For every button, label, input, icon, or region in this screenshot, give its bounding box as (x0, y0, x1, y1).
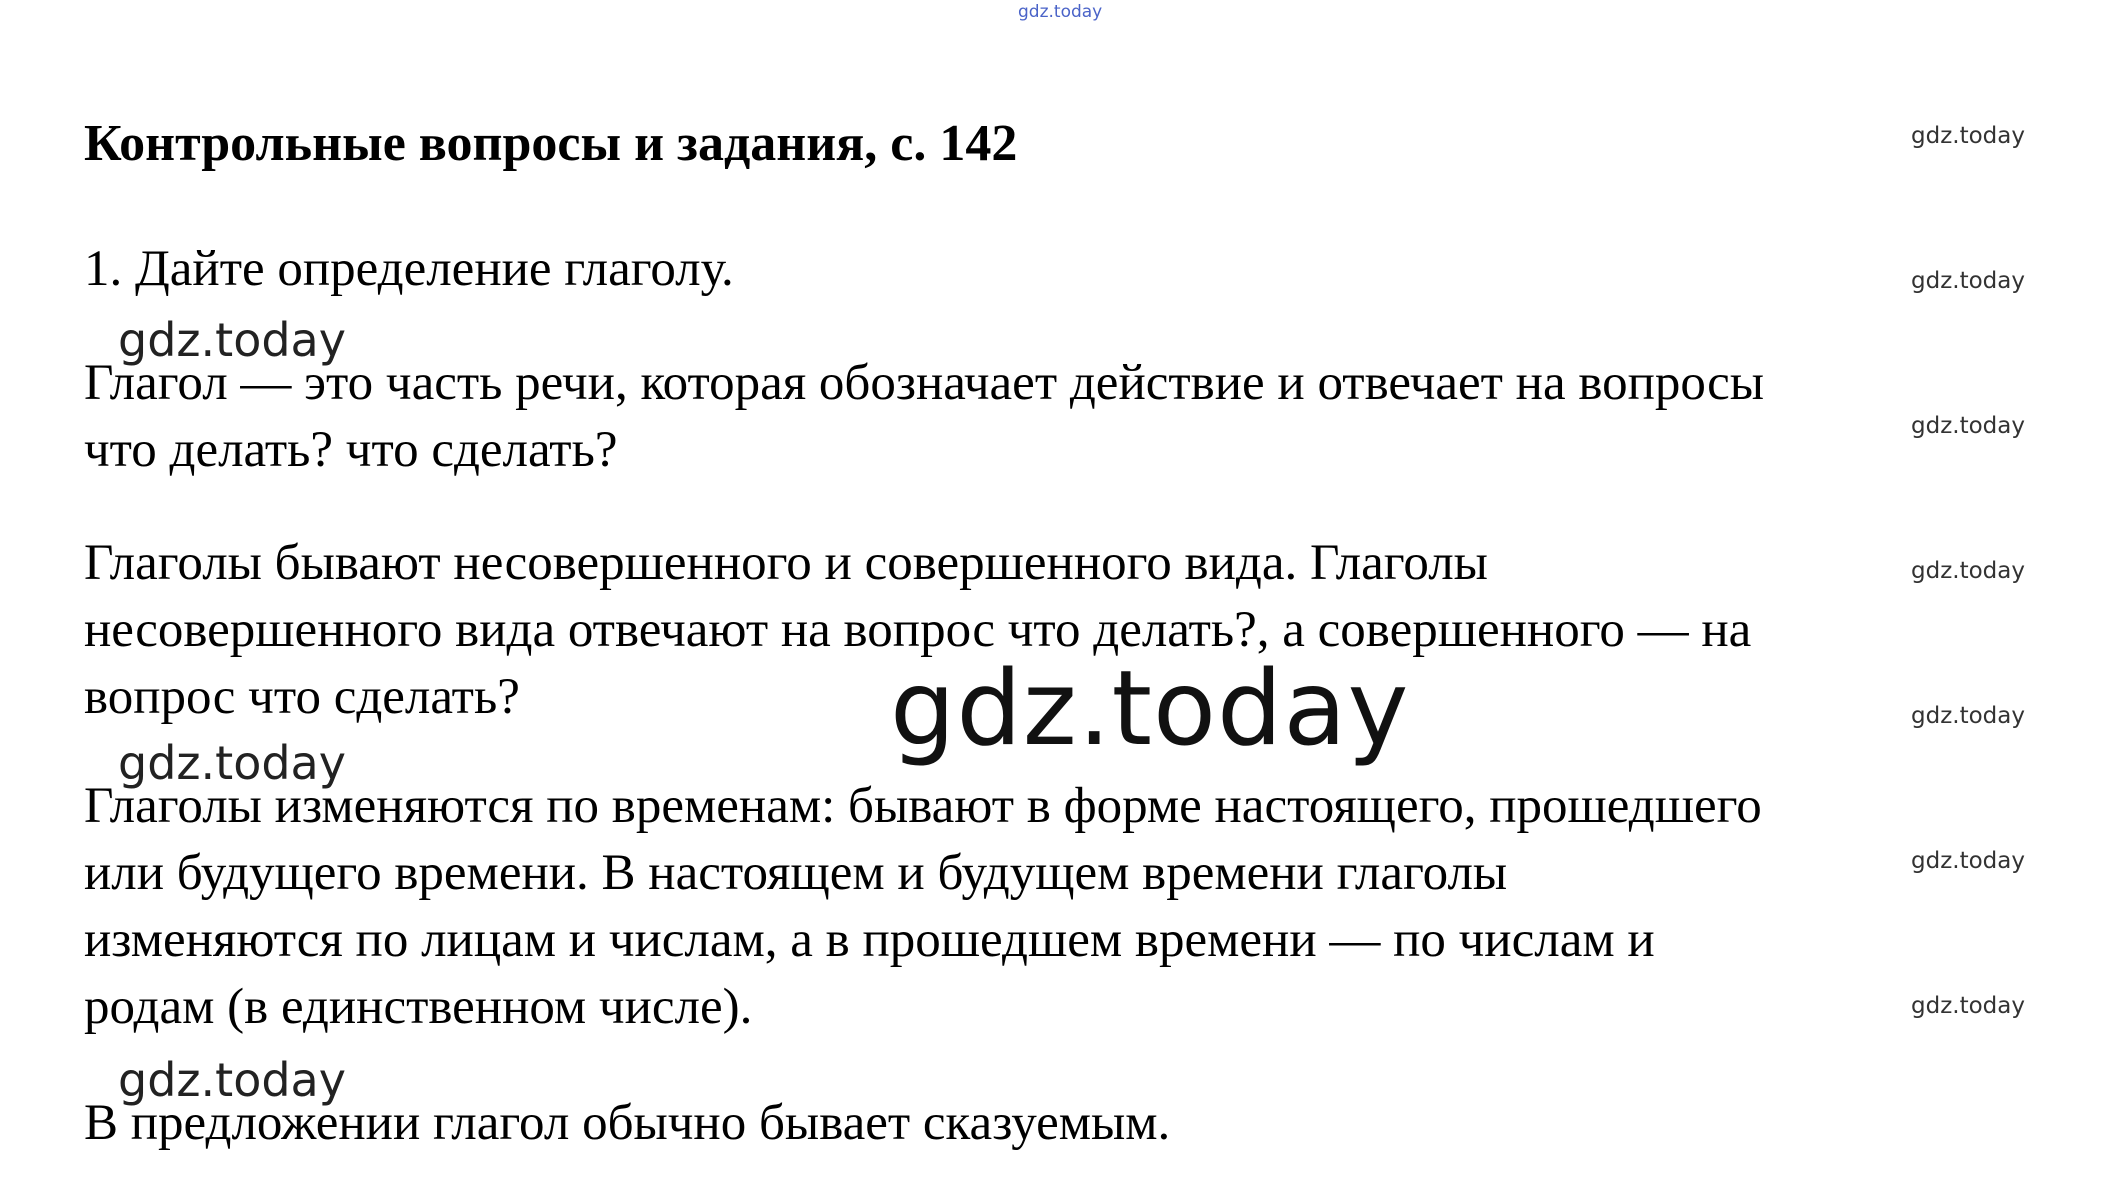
paragraph-line: что делать? что сделать? (84, 422, 618, 478)
watermark-inline: gdz.today (118, 736, 346, 790)
watermark-side: gdz.today (1911, 123, 2025, 149)
paragraph-line: несовершенного вида отвечают на вопрос что делать?, а совершенного — на (84, 602, 1752, 658)
watermark-side: gdz.today (1911, 268, 2025, 294)
watermark-side: gdz.today (1911, 413, 2025, 439)
watermark-side: gdz.today (1911, 703, 2025, 729)
watermark-top: gdz.today (1018, 2, 1103, 22)
paragraph-line: изменяются по лицам и числам, а в прошедшем времени — по числам и (84, 912, 1655, 968)
watermark-inline: gdz.today (118, 313, 346, 367)
answer-paragraph (84, 1090, 2044, 1157)
watermark-side: gdz.today (1911, 993, 2025, 1019)
watermark-side: gdz.today (1911, 558, 2025, 584)
answer-paragraph (84, 773, 2044, 1041)
answer-paragraph (84, 350, 2044, 484)
watermark-center: gdz.today (890, 649, 1410, 769)
paragraph-line: родам (в единственном числе). (84, 979, 753, 1035)
watermark-inline: gdz.today (118, 1053, 346, 1107)
paragraph-line: Глаголы изменяются по временам: бывают в форме настоящего, прошедшего (84, 778, 1762, 834)
page-title: Контрольные вопросы и задания, с. 142 (84, 115, 1018, 172)
paragraph-line: или будущего времени. В настоящем и будущем времени глаголы (84, 845, 1508, 901)
question-line: 1. Дайте определение глаголу. (84, 241, 734, 297)
paragraph-line: Глаголы бывают несовершенного и совершенного вида. Глаголы (84, 535, 1488, 591)
watermark-side: gdz.today (1911, 848, 2025, 874)
paragraph-line: вопрос что сделать? (84, 669, 520, 725)
paragraph-line: Глагол — это часть речи, которая обозначает действие и отвечает на вопросы (84, 355, 1765, 411)
question-text (84, 236, 2044, 303)
paragraph-line: В предложении глагол обычно бывает сказуемым. (84, 1095, 1171, 1151)
